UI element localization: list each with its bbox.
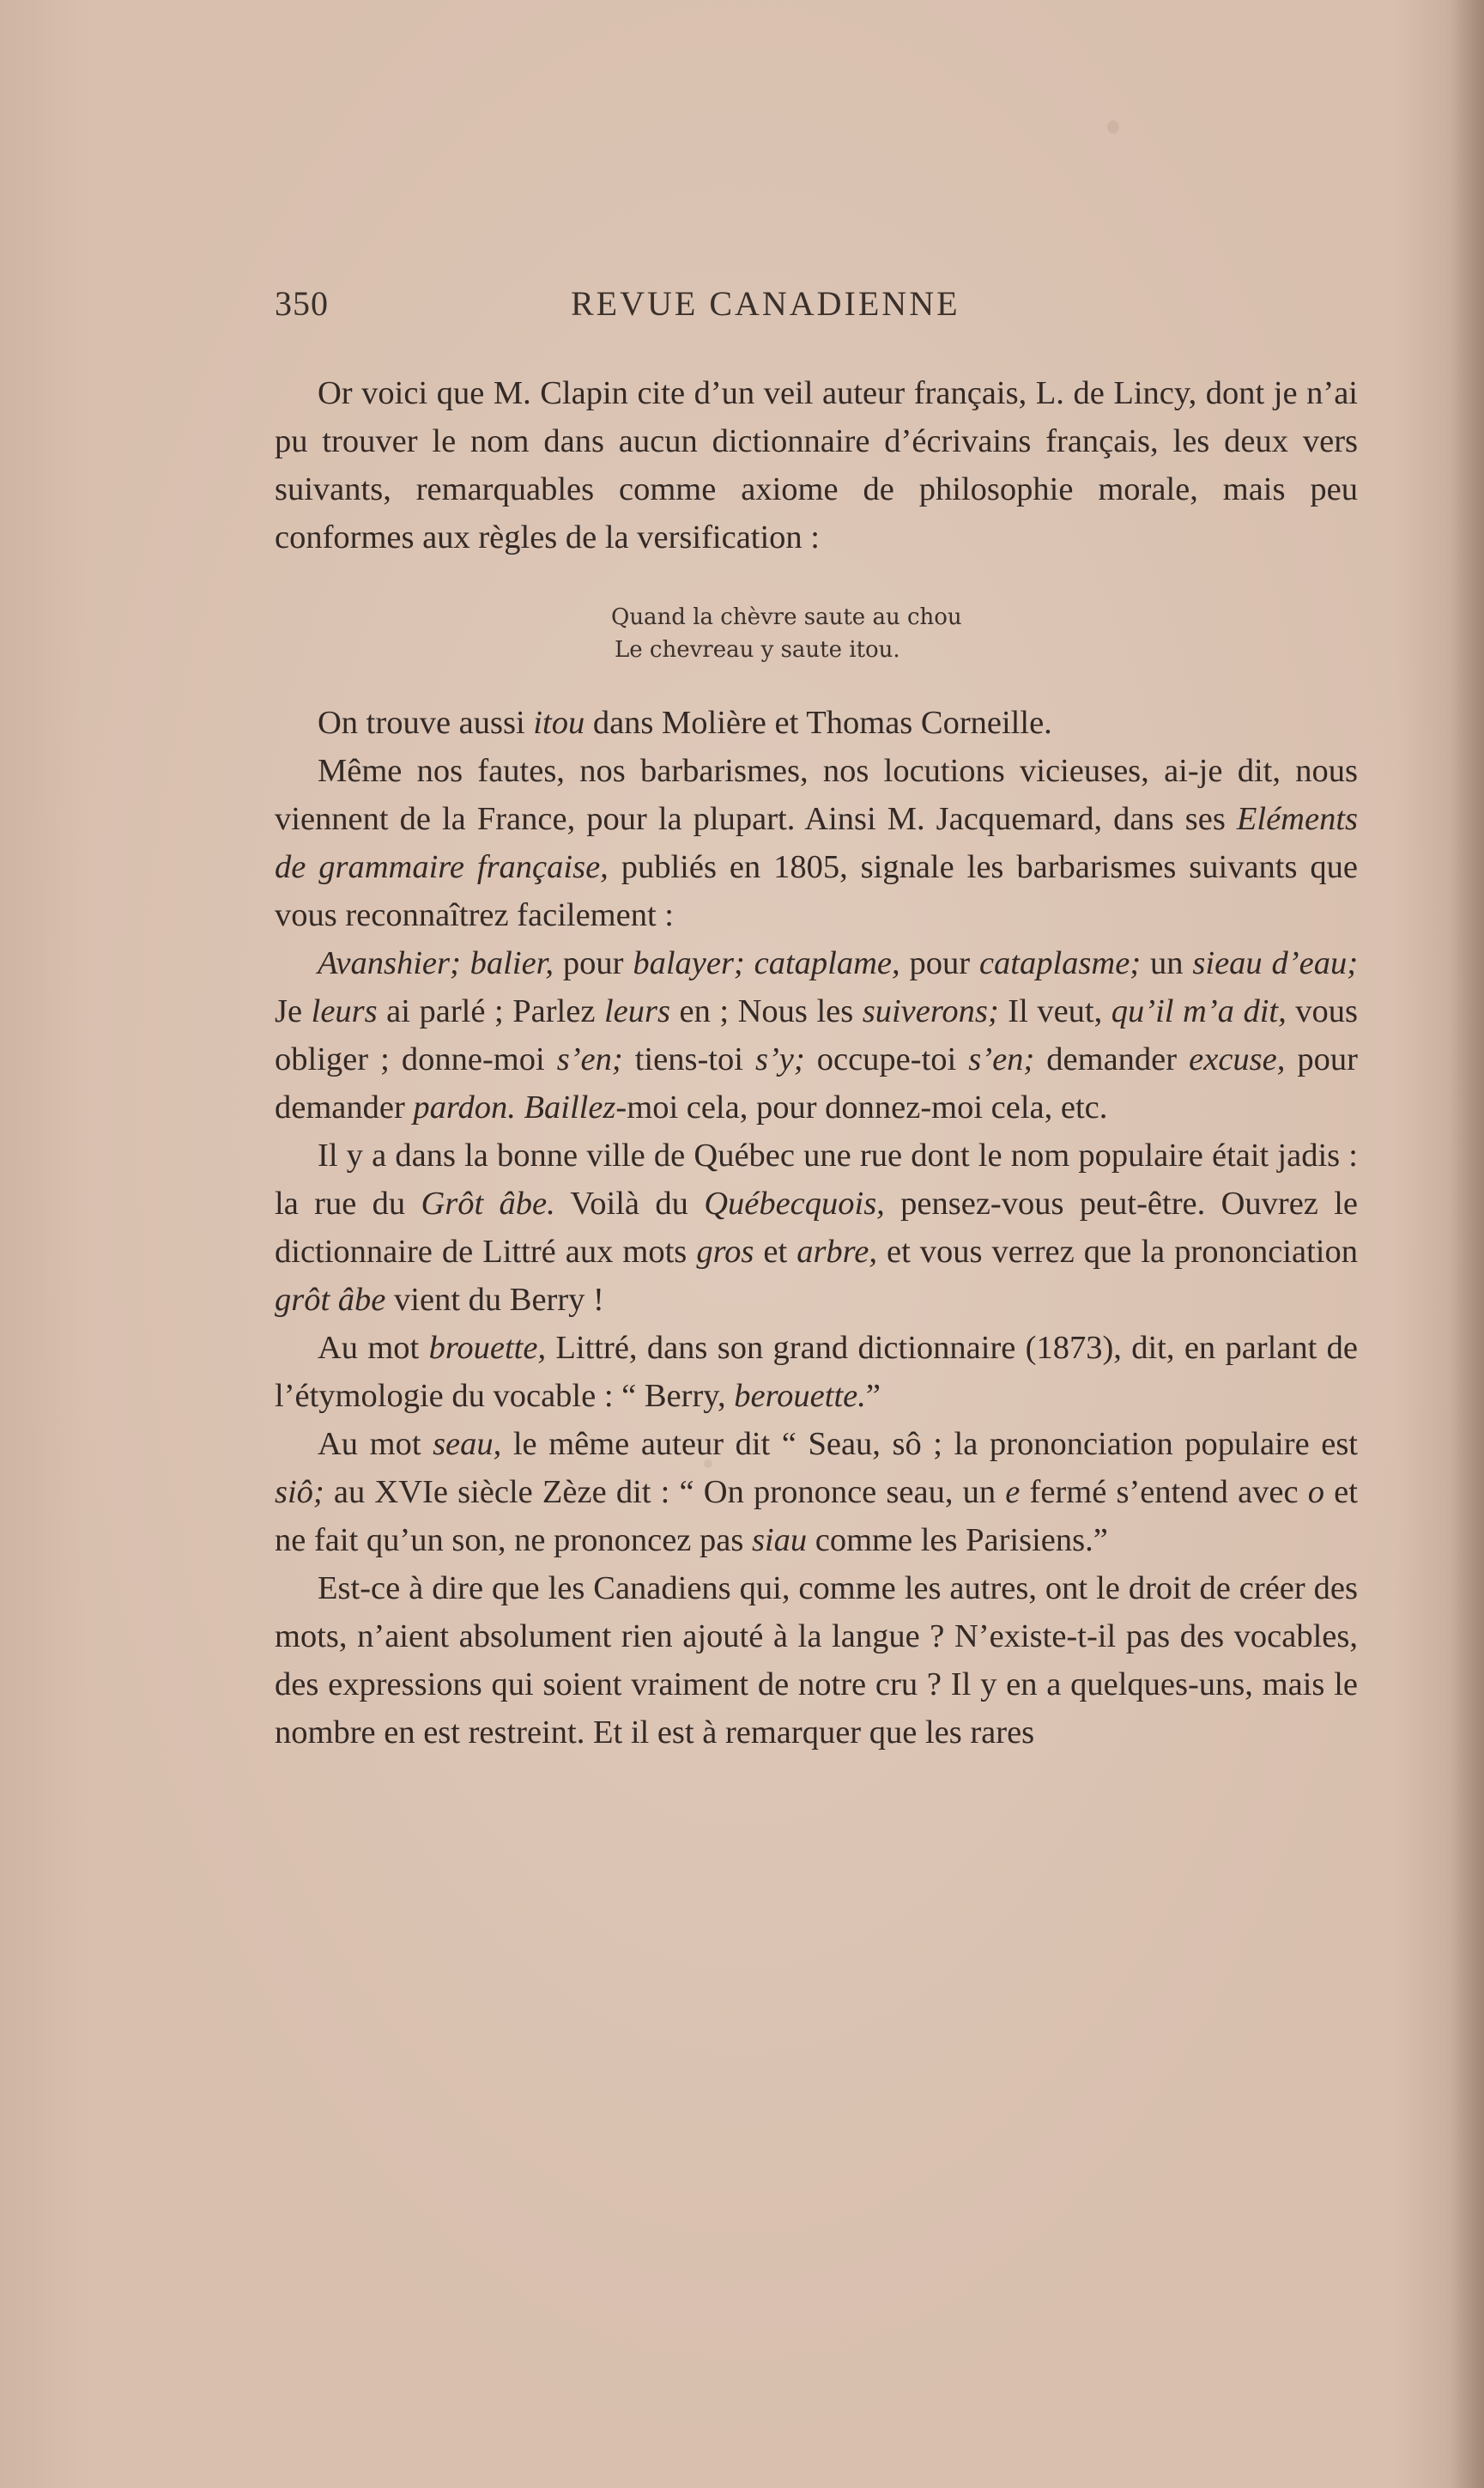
paragraph-3: Même nos fautes, nos barbarismes, nos locutions vicieuses, ai-je dit, nous viennent de la France, pour la plupart. Ainsi M. Jacquemard, dans ses Eléments de grammaire française, publiés en 1805, signale les barbarismes suivants que vous reconnaîtrez facilement : [275, 753, 1358, 933]
paragraph-4: Avanshier; balier, pour balayer; cataplame, pour cataplasme; un sieau d’eau; Je leurs ai parlé ; Parlez leurs en ; Nous les suiverons; Il veut, qu’il m’a dit, vous obliger ; donne-moi s’en; tiens-toi s’y; occupe-toi s’en; demander excuse, pour demander pardon. Baillez-moi cela, pour donnez-moi cela, etc. [275, 945, 1359, 1126]
paper-stain [1107, 120, 1119, 134]
verse-quote [611, 601, 1358, 666]
verse-line-2: Le chevreau y saute itou. [615, 637, 900, 663]
paragraph-6: Au mot brouette, Littré, dans son grand dictionnaire (1873), dit, en parlant de l’étymologie du vocable : “ Berry, berouette.” [275, 1330, 1359, 1414]
page-number: 350 [275, 284, 329, 323]
paragraph-7: Au mot seau, le même auteur dit “ Seau, sô ; la prononciation populaire est siô; au XVIe siècle Zèze dit : “ On prononce seau, un e fermé s’entend avec o et ne fait qu’un son, ne prononcez pas siau comme les Parisiens.” [275, 1426, 1358, 1558]
paragraph-2: On trouve aussi itou dans Molière et Thomas Corneille. [318, 705, 1052, 741]
page-edge-shadow [1450, 0, 1484, 2488]
page-header [275, 283, 1356, 335]
paragraph-5: Il y a dans la bonne ville de Québec une rue dont le nom populaire était jadis : la rue du Grôt âbe. Voilà du Québecquois, pensez-vous peut-être. Ouvrez le dictionnaire de Littré aux mots gros et arbre, et vous verrez que la prononciation grôt âbe vient du Berry ! [275, 1138, 1358, 1318]
article-body [275, 369, 1358, 1757]
paragraph-1: Or voici que M. Clapin cite d’un veil auteur français, L. de Lincy, dont je n’ai pu trouver le nom dans aucun dictionnaire d’écrivains français, les deux vers suivants, remarquables comme axiome de philosophie morale, mais peu conformes aux règles de la versification : [275, 375, 1358, 555]
paragraph-8: Est-ce à dire que les Canadiens qui, comme les autres, ont le droit de créer des mots, n’aient absolument rien ajouté à la langue ? N’existe-t-il pas des vocables, des expressions qui soient vraiment de notre cru ? Il y en a quelques-uns, mais le nombre en est restreint. Et il est à remarquer que les rares [275, 1570, 1358, 1751]
verse-line-1: Quand la chèvre saute au chou [611, 604, 962, 630]
running-head: REVUE CANADIENNE [571, 284, 960, 323]
